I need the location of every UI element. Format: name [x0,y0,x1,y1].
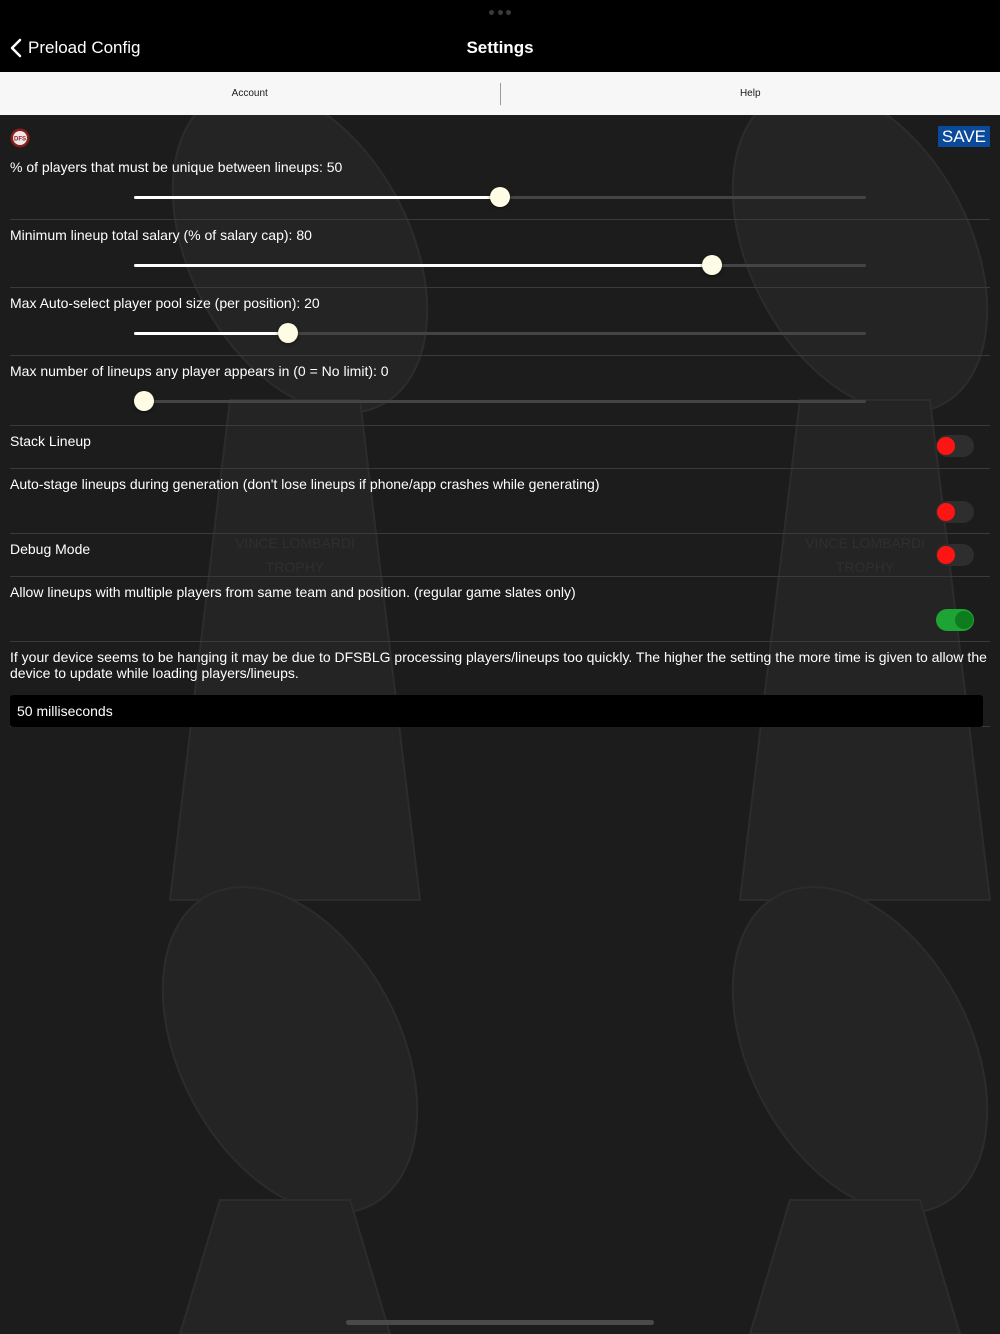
dfs-logo-icon [10,128,30,148]
min-salary-slider[interactable] [134,253,866,277]
tab-account[interactable]: Account [231,88,268,99]
setting-label: Max number of lineups any player appears in (0 = No limit): 0 [10,363,389,379]
unique-players-slider[interactable] [134,185,866,209]
setting-player-pool-size [10,295,990,356]
setting-label: Debug Mode [10,541,91,557]
setting-label: Max Auto-select player pool size (per position): 20 [10,295,320,311]
player-pool-size-slider[interactable] [134,321,866,345]
setting-label: Auto-stage lineups during generation (don't lose lineups if phone/app crashes while generating) [10,476,600,492]
svg-text:DFS: DFS [14,136,26,143]
setting-label: Allow lineups with multiple players from same team and position. (regular game slates only) [10,584,576,600]
trophy-engraving-right: VINCE LOMBARDI [805,535,925,551]
processing-delay-select[interactable]: 50 milliseconds [10,695,983,727]
setting-debug-mode [10,541,990,577]
window-grabber[interactable] [489,10,511,15]
stack-lineup-toggle[interactable] [936,435,974,457]
setting-label: % of players that must be unique between lineups: 50 [10,159,343,175]
save-button[interactable]: SAVE [938,126,990,147]
setting-auto-stage [10,476,990,534]
slider-thumb[interactable] [278,323,298,343]
setting-multiple-players-same-team [10,584,990,642]
auto-stage-toggle[interactable] [936,501,974,523]
setting-label: If your device seems to be hanging it may be due to DFSBLG processing players/lineups too quickly. The higher the setting the more time is given to allow the device to update while loading players/lineups. [10,649,987,681]
svg-text:TROPHY: TROPHY [265,559,325,575]
slider-thumb[interactable] [702,255,722,275]
setting-stack-lineup [10,433,990,469]
page-title: Settings [466,38,534,57]
setting-max-lineups-per-player [10,363,990,426]
navigation-bar [0,0,1000,72]
setting-processing-delay [10,649,990,727]
setting-label: Minimum lineup total salary (% of salary cap): 80 [10,227,312,243]
tab-bar [0,72,1000,115]
tab-help[interactable]: Help [739,88,761,99]
setting-min-salary [10,227,990,288]
trophy-engraving-left: VINCE LOMBARDI [235,535,355,551]
back-button-label: Preload Config [28,38,141,57]
setting-unique-players [10,159,990,220]
slider-thumb[interactable] [134,391,154,411]
home-indicator[interactable] [346,1320,654,1325]
svg-text:TROPHY: TROPHY [835,559,895,575]
multiple-players-toggle[interactable] [936,609,974,631]
slider-thumb[interactable] [490,187,510,207]
setting-label: Stack Lineup [10,433,91,449]
max-lineups-slider[interactable] [134,389,866,413]
debug-mode-toggle[interactable] [936,544,974,566]
